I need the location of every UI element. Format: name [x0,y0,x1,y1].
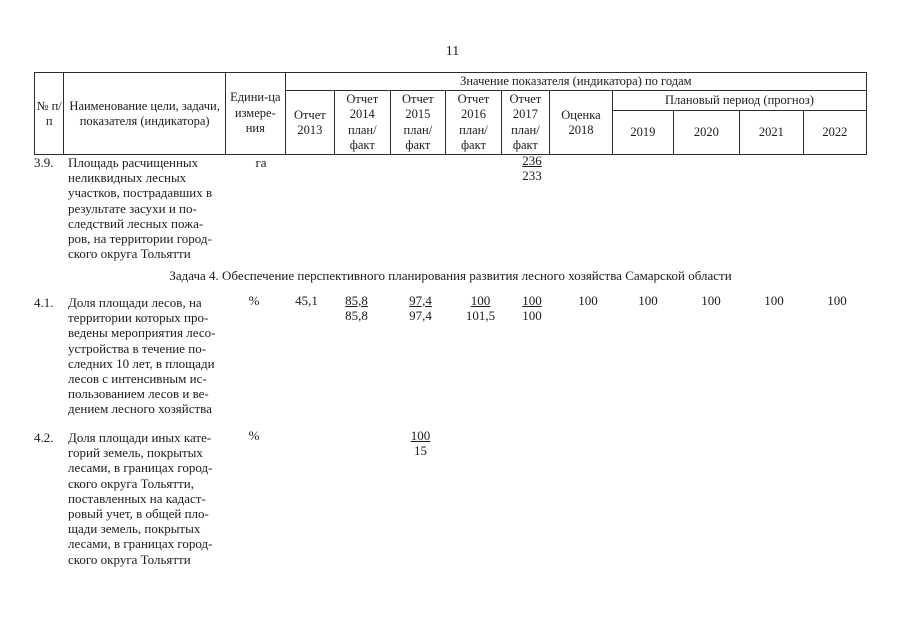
header-2019: 2019 [612,111,673,155]
row-unit: % [248,428,260,443]
row-number: 4.2. [34,430,54,445]
header-report-2013: Отчет 2013 [285,91,334,155]
header-2021: 2021 [739,111,803,155]
cell-2017: 100 100 [522,293,542,323]
row-number: 3.9. [34,155,54,170]
header-2020: 2020 [673,111,739,155]
row-name: Доля площади лесов, на территории которых про- ведены мероприятия лесо- устройства в течение по- следних 10 лет, в площади лесов с интенсивным ис- пользованием лесов и ве- дением лесного хозяйства [68,295,216,417]
cell-2020: 100 [701,293,721,308]
row-unit: га [255,155,267,170]
header-unit: Едини-ца измере-ния [225,73,285,155]
row-name: Доля площади иных кате- горий земель, покрытых лесами, в границах город- ского округа Тольятти, поставленных на кадаст- ровый учет, в общей пло- щади земель, покрытых лесами, в границах город- ского округа Тольятти [68,430,213,567]
header-num: № п/п [35,73,64,155]
row-name: Площадь расчищенных неликвидных лесных участков, пострадавших в результате засухи и по- следствий лесных пожа- ров, на территории город- ского округа Тольятти [68,155,213,262]
cell-2016: 100 101,5 [465,293,496,323]
cell-2019: 100 [638,293,658,308]
cell-2014: 85,8 85,8 [345,293,368,323]
header-name: Наименование цели, задачи, показателя (индикатора) [64,73,226,155]
header-estimate-2018: Оценка 2018 [550,91,613,155]
cell-2018: 100 [578,293,598,308]
cell-2013: 45,1 [295,293,318,308]
header-report-2016: Отчет 2016 план/ факт [446,91,502,155]
header-values-group: Значение показателя (индикатора) по годам [285,73,866,91]
page-number: 11 [445,44,460,59]
header-2022: 2022 [803,111,866,155]
cell-2017: 236 233 [522,153,542,183]
header-report-2017: Отчет 2017 план/ факт [501,91,549,155]
cell-2022: 100 [827,293,847,308]
row-unit: % [248,293,260,308]
cell-2015: 100 15 [410,428,431,458]
table-header [34,72,867,154]
header-planned-period: Плановый период (прогноз) [612,91,866,111]
header-report-2015: Отчет 2015 план/ факт [390,91,446,155]
header-report-2014: Отчет 2014 план/ факт [334,91,390,155]
row-number: 4.1. [34,295,54,310]
cell-2021: 100 [764,293,784,308]
task-heading: Задача 4. Обеспечение перспективного планирования развития лесного хозяйства Самарской области [169,268,732,283]
cell-2015: 97,4 97,4 [409,293,432,323]
